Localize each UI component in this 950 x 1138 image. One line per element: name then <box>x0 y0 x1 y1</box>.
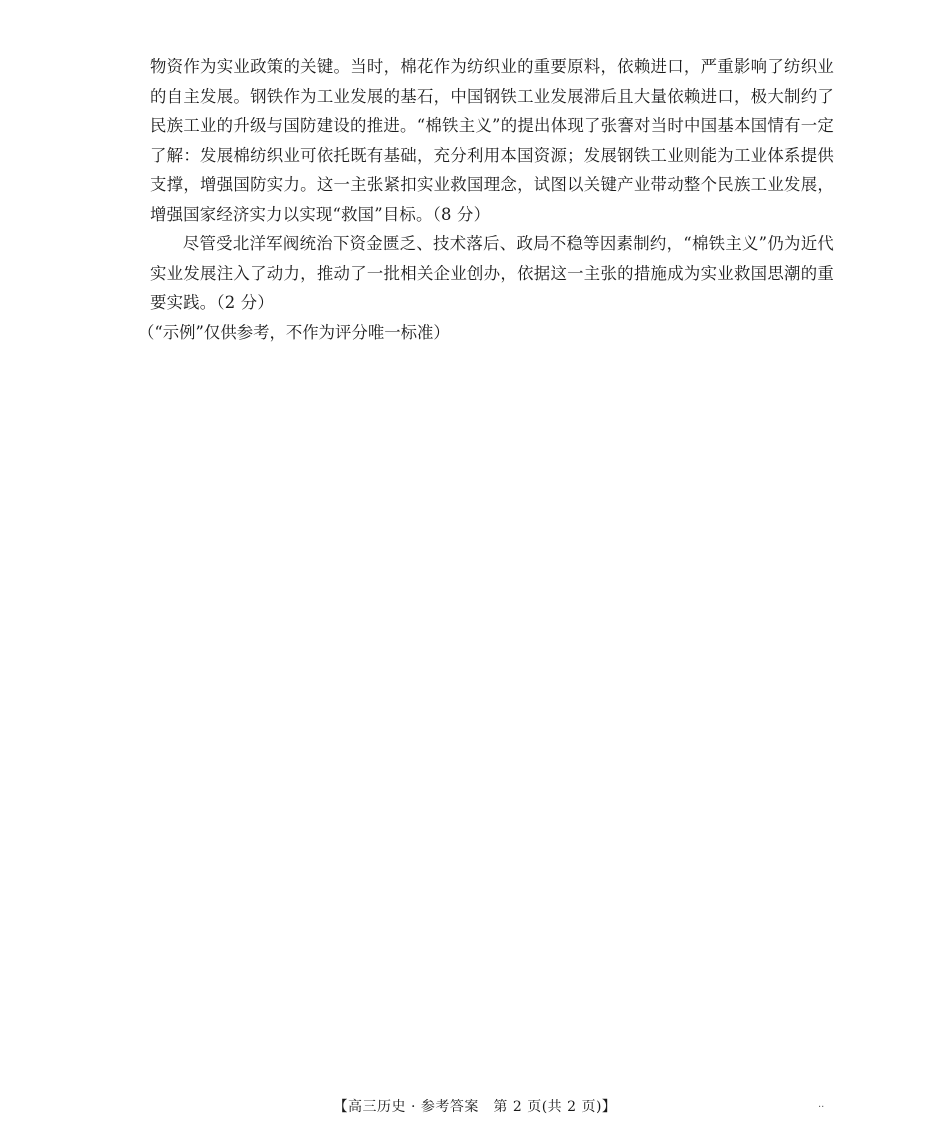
answer-paragraph-1: 物资作为实业政策的关键。当时，棉花作为纺织业的重要原料，依赖进口，严重影响了纺织业的自主发展。钢铁作为工业发展的基石，中国钢铁工业发展滞后且大量依赖进口，极大制约了民族工业的升级与国防建设的推进。“棉铁主义”的提出体现了张謇对当时中国基本国情有一定了解：发展棉纺织业可依托既有基础，充分利用本国资源；发展钢铁工业则能为工业体系提供支撑，增强国防实力。这一主张紧扣实业救国理念，试图以关键产业带动整个民族工业发展，增强国家经济实力以实现“救国”目标。（8 分） <box>150 57 834 224</box>
page-footer: 【高三历史 · 参考答案 第 2 页(共 2 页)】 <box>333 1099 617 1115</box>
answer-paragraph-2: 尽管受北洋军阀统治下资金匮乏、技术落后、政局不稳等因素制约，“棉铁主义”仍为近代实业发展注入了动力，推动了一批相关企业创办，依据这一主张的措施成为实业救国思潮的重要实践。（2 分） <box>150 234 834 312</box>
answer-content <box>138 52 834 347</box>
corner-mark: ·· <box>818 1102 825 1113</box>
scoring-note: （“示例”仅供参考，不作为评分唯一标准） <box>138 322 450 342</box>
